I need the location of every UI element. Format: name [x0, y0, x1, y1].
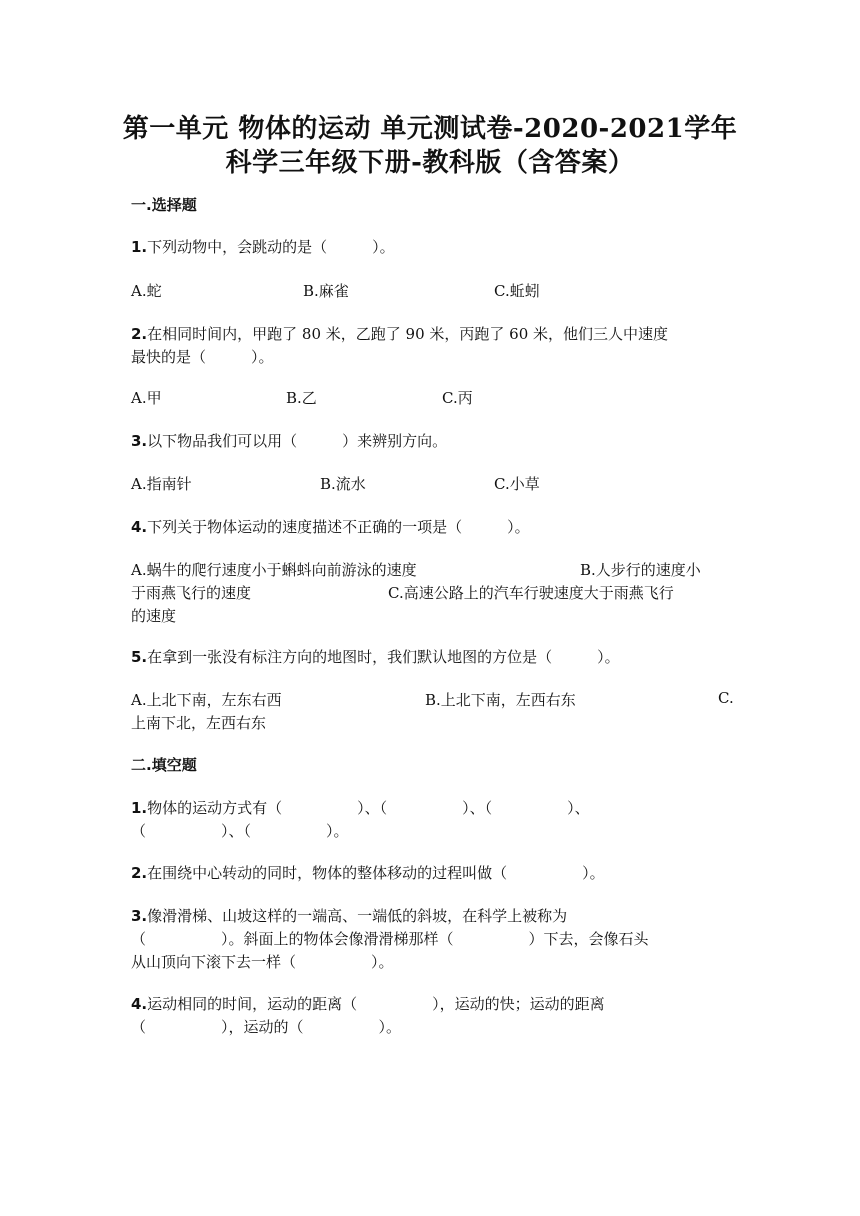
question-text: 下列关于物体运动的速度描述不正确的一项是（ ）。 — [147, 518, 530, 536]
question-5 — [131, 646, 620, 667]
option-a: A.上北下南，左东右西 — [131, 691, 282, 709]
question-number: 1. — [131, 799, 148, 817]
question-text: 在拿到一张没有标注方向的地图时，我们默认地图的方位是（ ）。 — [147, 648, 620, 666]
question-text: 物体的运动方式有（ ）、（ ）、（ ）、 — [147, 799, 590, 817]
option-c: C.蚯蚓 — [494, 282, 540, 300]
option-c: C.高速公路上的汽车行驶速度大于雨燕飞行 — [388, 584, 674, 602]
fill-question-3-line2: （ ）。斜面上的物体会像滑滑梯那样（ ）下去，会像石头 — [131, 930, 649, 948]
option-b: B.乙 — [286, 389, 317, 407]
fill-question-2 — [131, 862, 605, 883]
question-number: 4. — [131, 518, 148, 536]
document-title-line2: 科学三年级下册-教科版（含答案） — [225, 148, 635, 178]
option-c: C.小草 — [494, 475, 540, 493]
fill-question-4-line2: （ ），运动的（ ）。 — [131, 1018, 402, 1036]
document-title-line1: 第一单元 物体的运动 单元测试卷-2020-2021学年 — [122, 114, 738, 144]
question-text: 像滑滑梯、山坡这样的一端高、一端低的斜坡，在科学上被称为 — [147, 907, 568, 925]
option-c: C. — [718, 689, 734, 707]
question-number: 3. — [131, 432, 148, 450]
question-text: 运动相同的时间，运动的距离（ ），运动的快；运动的距离 — [147, 995, 605, 1013]
fill-question-4-line1 — [131, 993, 605, 1014]
option-c: C.丙 — [442, 389, 473, 407]
section-heading-fill: 二.填空题 — [131, 756, 197, 774]
question-text: 下列动物中，会跳动的是（ ）。 — [147, 238, 395, 256]
fill-question-3-line3: 从山顶向下滚下去一样（ ）。 — [131, 953, 394, 971]
question-number: 2. — [131, 325, 148, 343]
option-b-continued: 于雨燕飞行的速度 — [131, 584, 252, 602]
question-number: 2. — [131, 864, 148, 882]
question-3 — [131, 430, 447, 451]
option-b: B.人步行的速度小 — [580, 561, 701, 579]
question-4 — [131, 516, 530, 537]
question-number: 4. — [131, 995, 148, 1013]
option-a: A.指南针 — [131, 475, 192, 493]
question-text: 以下物品我们可以用（ ）来辨别方向。 — [147, 432, 448, 450]
question-2-line2: 最快的是（ ）。 — [131, 348, 274, 366]
question-text: 在相同时间内，甲跑了 80 米，乙跑了 90 米，丙跑了 60 米，他们三人中速度 — [147, 325, 669, 343]
question-number: 5. — [131, 648, 148, 666]
question-number: 1. — [131, 238, 148, 256]
fill-question-1-line2: （ ）、（ ）。 — [131, 822, 349, 840]
option-c-continued: 上南下北，左西右东 — [131, 714, 267, 732]
option-a: A.蛇 — [131, 282, 162, 300]
fill-question-3-line1 — [131, 905, 567, 926]
option-c-continued: 的速度 — [131, 607, 177, 625]
option-b: B.上北下南，左西右东 — [425, 691, 576, 709]
question-number: 3. — [131, 907, 148, 925]
option-b: B.流水 — [320, 475, 366, 493]
question-2-line1 — [131, 323, 668, 344]
fill-question-1-line1 — [131, 797, 590, 818]
question-text: 在围绕中心转动的同时，物体的整体移动的过程叫做（ ）。 — [147, 864, 605, 882]
option-a: A.蜗牛的爬行速度小于蝌蚪向前游泳的速度 — [131, 561, 417, 579]
question-1 — [131, 236, 395, 257]
section-heading-choice: 一.选择题 — [131, 196, 197, 214]
option-b: B.麻雀 — [303, 282, 349, 300]
option-a: A.甲 — [131, 389, 162, 407]
